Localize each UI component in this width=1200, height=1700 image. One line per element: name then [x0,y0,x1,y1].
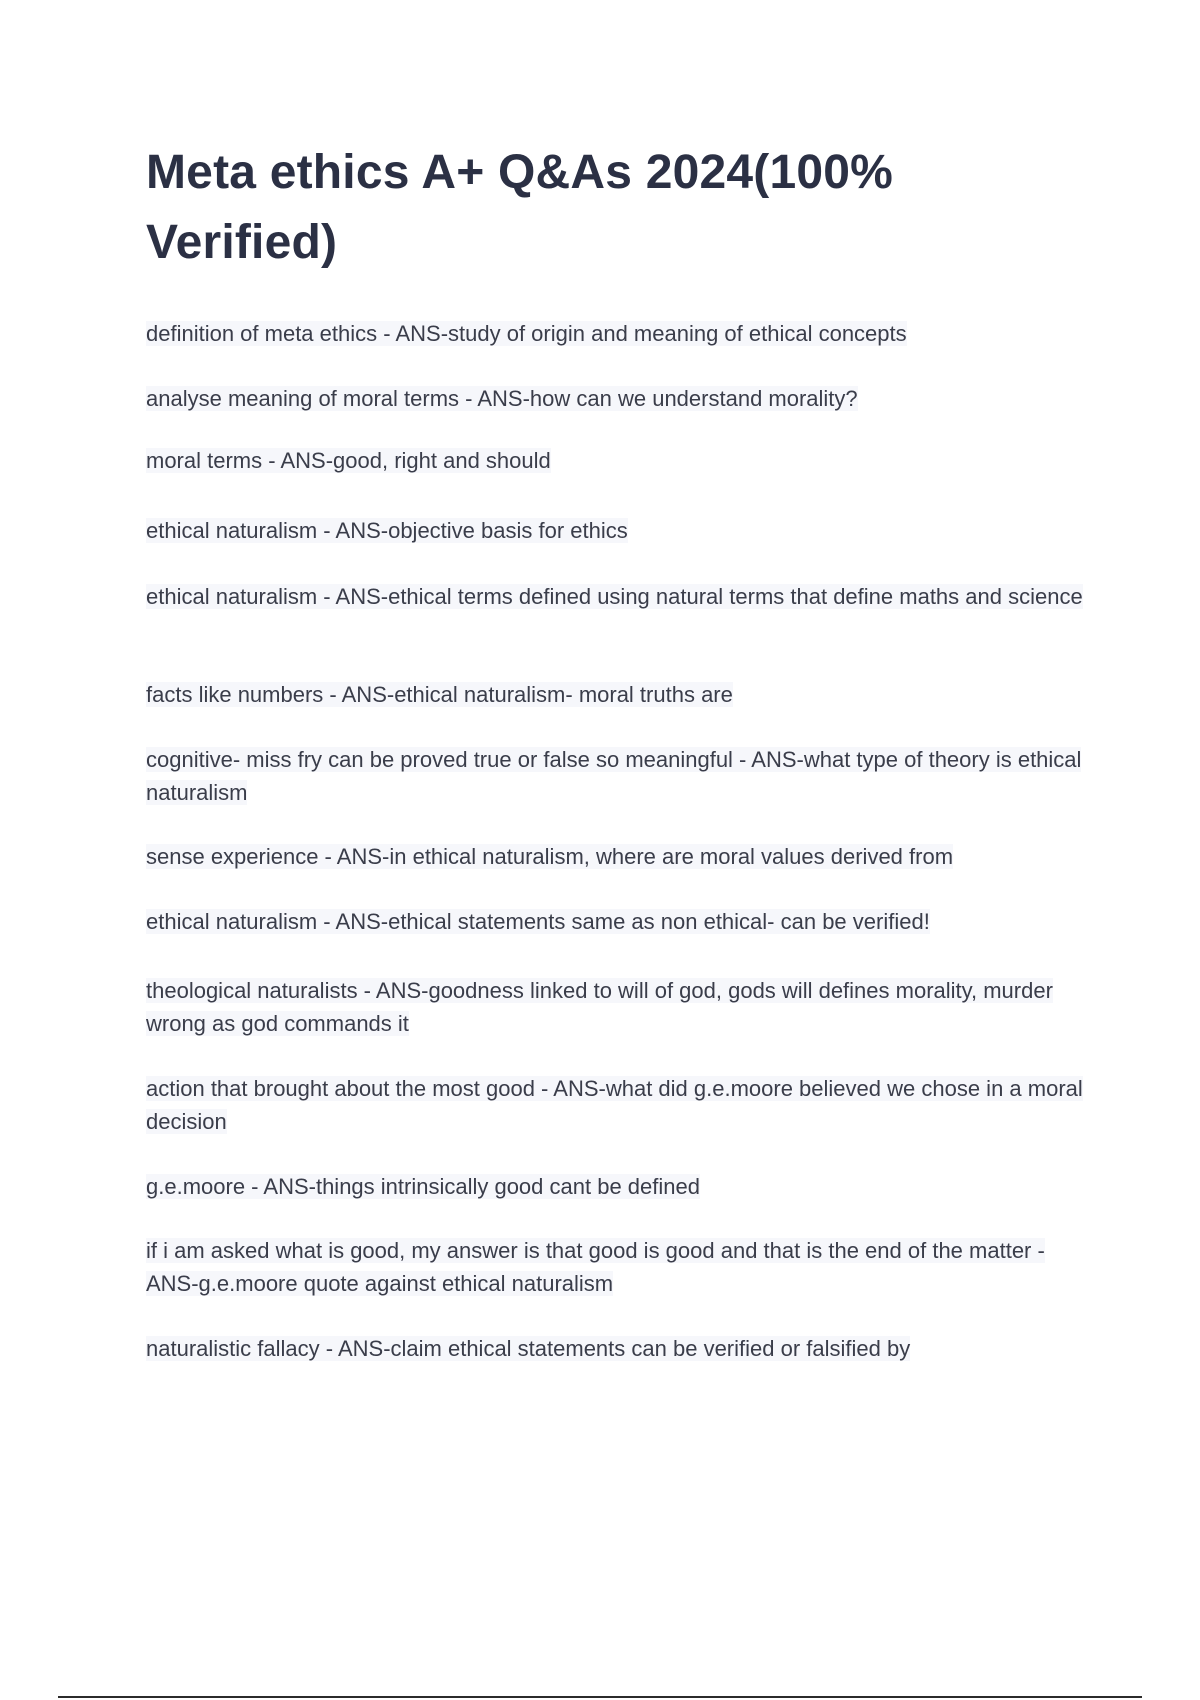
qa-item-text: g.e.moore - ANS-things intrinsically good cant be defined [146,1174,700,1199]
qa-item-text: ethical naturalism - ANS-objective basis for ethics [146,518,628,543]
qa-item [146,1332,1096,1365]
qa-item [146,678,1096,711]
qa-item-text: facts like numbers - ANS-ethical naturalism- moral truths are [146,682,733,707]
qa-item-text: naturalistic fallacy - ANS-claim ethical statements can be verified or falsified by [146,1336,911,1361]
qa-item [146,580,1096,613]
qa-item-text: if i am asked what is good, my answer is that good is good and that is the end of the matter - ANS-g.e.moore quote against ethical naturalism [146,1238,1045,1296]
qa-item [146,1072,1096,1138]
qa-item-text: cognitive- miss fry can be proved true or false so meaningful - ANS-what type of theory is ethical naturalism [146,747,1082,805]
qa-item-text: sense experience - ANS-in ethical naturalism, where are moral values derived from [146,844,954,869]
qa-item-text: theological naturalists - ANS-goodness linked to will of god, gods will defines morality, murder wrong as god commands it [146,978,1053,1036]
qa-item [146,382,1096,415]
qa-item-text: ethical naturalism - ANS-ethical statements same as non ethical- can be verified! [146,909,930,934]
qa-item-text: moral terms - ANS-good, right and should [146,448,551,473]
qa-item [146,974,1096,1040]
qa-item-text: analyse meaning of moral terms - ANS-how can we understand morality? [146,386,858,411]
qa-item [146,840,1096,873]
qa-item [146,514,1096,547]
qa-item [146,743,1096,809]
qa-item [146,905,1096,938]
page-bottom-rule [58,1696,1142,1698]
document-title: Meta ethics A+ Q&As 2024(100% Verified) [146,146,894,269]
qa-item [146,317,1096,350]
qa-item-text: definition of meta ethics - ANS-study of origin and meaning of ethical concepts [146,321,907,346]
qa-item-text: action that brought about the most good - ANS-what did g.e.moore believed we chose in a moral decision [146,1076,1083,1134]
qa-item [146,1170,1096,1203]
qa-item [146,1234,1096,1300]
qa-item-text: ethical naturalism - ANS-ethical terms defined using natural terms that define maths and science [146,584,1083,609]
qa-item [146,444,1096,477]
